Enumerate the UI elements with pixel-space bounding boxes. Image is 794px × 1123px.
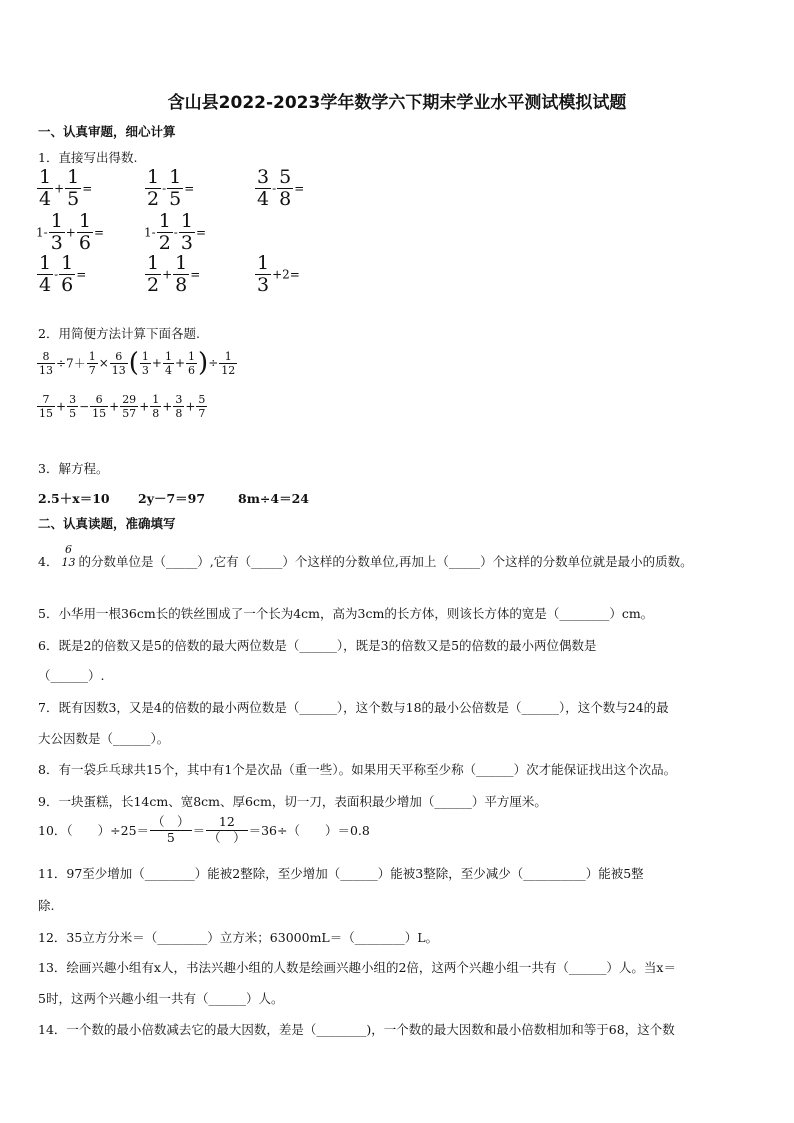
q1-item — [144, 212, 206, 253]
fraction — [90, 394, 108, 419]
denominator: 4 — [39, 188, 52, 210]
prefix: 1- — [36, 225, 48, 240]
q1-item — [36, 168, 92, 209]
fraction — [163, 351, 174, 376]
denominator: 8 — [279, 188, 292, 210]
denominator: 3 — [257, 274, 270, 296]
q4-number: 4． — [38, 554, 59, 569]
q3-equation-2: 2y－7＝97 — [138, 491, 206, 506]
fraction — [110, 351, 128, 376]
denominator: 57 — [122, 407, 137, 420]
denominator: 4 — [257, 188, 270, 210]
q1-item — [254, 254, 300, 295]
numerator: 1 — [158, 210, 171, 232]
numerator: 1 — [39, 166, 52, 188]
fraction — [173, 394, 184, 419]
q7-line-1: 7．既有因数3，又是4的倍数的最小两位数是（______），这个数与18的最小公倍数是（______），这个数与24的最 — [38, 700, 669, 715]
fraction-a — [145, 168, 161, 209]
q13-line-2: 5时，这两个兴趣小组一共有（______）人。 — [38, 991, 284, 1006]
equals: = — [76, 267, 87, 282]
numerator: 29 — [122, 393, 137, 406]
fraction — [37, 351, 55, 376]
q7-line-2: 大公因数是（______）。 — [38, 731, 170, 746]
fraction — [67, 394, 78, 419]
numerator: 5 — [279, 166, 292, 188]
q13-line-1: 13．绘画兴趣小组有x人，书法兴趣小组的人数是绘画兴趣小组的2倍，这两个兴趣小组一共有（______）人。当x＝ — [38, 960, 676, 975]
numerator: 5 — [198, 393, 206, 406]
fraction — [87, 351, 98, 376]
operator: - — [162, 181, 167, 196]
numerator: 7 — [42, 393, 50, 406]
q9: 9．一块蛋糕，长14cm、宽8cm、厚6cm，切一刀，表面积最少增加（______）平方厘米。 — [38, 794, 547, 809]
equals: = — [82, 181, 93, 196]
q8: 8．有一袋乒乓球共15个，其中有1个是次品（重一些）。如果用天平称至少称（______）次才能保证找出这个次品。 — [38, 762, 677, 777]
equals: = — [294, 181, 305, 196]
numerator: 1 — [88, 349, 96, 363]
q1-item — [254, 168, 304, 209]
q1-item — [144, 254, 200, 295]
section-1-heading: 一、认真审题，细心计算 — [38, 124, 176, 139]
operator: + — [65, 225, 76, 240]
equals: = — [184, 181, 195, 196]
fraction-a — [255, 254, 271, 295]
operator: + — [185, 399, 196, 414]
fraction-b — [167, 168, 183, 209]
operator: ÷ — [208, 356, 219, 370]
numerator: 6 — [95, 393, 103, 406]
operator: × — [98, 356, 109, 370]
q3-equation-1: 2.5＋x＝10 — [38, 491, 110, 506]
denominator: 15 — [92, 407, 107, 420]
q1-item — [36, 212, 104, 253]
denominator: 13 — [111, 363, 126, 377]
q1-item — [36, 254, 86, 295]
denominator: 13 — [39, 363, 53, 377]
fraction-a — [37, 168, 53, 209]
fraction-a — [49, 212, 65, 253]
operator: − — [79, 399, 90, 414]
numerator: 1 — [188, 349, 196, 363]
fraction-b — [173, 254, 189, 295]
denominator: 4 — [39, 274, 52, 296]
denominator: 5 — [67, 188, 80, 210]
denominator: 5 — [69, 407, 77, 420]
numerator: 3 — [69, 393, 77, 406]
fraction-b — [277, 168, 293, 209]
q1-label: 1．直接写出得数. — [38, 150, 138, 165]
prefix: 1- — [144, 225, 156, 240]
fraction-a — [37, 254, 53, 295]
operator: + — [109, 399, 120, 414]
denominator: 3 — [50, 232, 63, 254]
operator: + — [162, 399, 173, 414]
numerator: 1 — [152, 393, 160, 406]
numerator: 3 — [175, 393, 183, 406]
q6-line-2: （______）. — [38, 668, 105, 683]
q2-label: 2．用简便方法计算下面各题. — [38, 326, 200, 341]
operator: ÷7＋ — [56, 356, 86, 371]
denominator: 5 — [169, 188, 182, 210]
numerator: 1 — [164, 349, 172, 363]
denominator: 7 — [198, 407, 206, 420]
fraction-b — [179, 212, 195, 253]
numerator: 1 — [61, 252, 74, 274]
operator: + — [174, 356, 186, 370]
fraction-a — [145, 254, 161, 295]
operator: + — [162, 267, 173, 282]
denominator: 4 — [164, 363, 172, 377]
q10-equals: ＝ — [192, 823, 206, 838]
operator: - — [272, 181, 277, 196]
operator: + — [139, 399, 150, 414]
equals: = — [195, 225, 207, 240]
denominator: 2 — [147, 274, 160, 296]
fraction-b — [77, 212, 93, 253]
q4-fraction: 6 13 — [61, 543, 76, 569]
denominator: 8 — [175, 407, 183, 420]
q3-equation-3: 8m÷4＝24 — [238, 491, 309, 506]
q10-start: 10．（ ）÷25＝ — [38, 823, 150, 838]
fraction-a — [157, 212, 173, 253]
numerator: 1 — [39, 252, 52, 274]
denominator: 6 — [78, 232, 91, 254]
q11-line-1: 11．97至少增加（________）能被2整除，至少增加（______）能被3整除，至少减少（__________）能被5整 — [38, 866, 644, 881]
fraction — [140, 351, 151, 376]
q2-expression-1 — [36, 350, 238, 376]
page-title: 含山县2022-2023学年数学六下期末学业水平测试模拟试题 — [167, 93, 627, 113]
equals: = — [190, 267, 201, 282]
q6-line-1: 6．既是2的倍数又是5的倍数的最大两位数是（______），既是3的倍数又是5的倍数的最小两位偶数是 — [38, 638, 597, 653]
fraction — [196, 394, 207, 419]
numerator: 1 — [141, 349, 149, 363]
fraction-a — [255, 168, 271, 209]
q10-fraction-1: $\frac{( )}{5}$ — [152, 814, 190, 845]
denominator: 8 — [175, 274, 188, 296]
denominator: 15 — [39, 407, 53, 420]
denominator: 3 — [141, 363, 149, 377]
numerator: 3 — [257, 166, 270, 188]
numerator: 6 — [115, 349, 123, 363]
numerator: 1 — [78, 210, 91, 232]
numerator: 1 — [50, 210, 63, 232]
operator: + — [54, 181, 65, 196]
denominator: 8 — [152, 407, 160, 420]
denominator: 6 — [188, 363, 196, 377]
fraction-b — [65, 168, 81, 209]
q5: 5．小华用一根36cm长的铁丝围成了一个长为4cm，高为3cm的长方体，则该长方体的宽是（________）cm。 — [38, 606, 654, 621]
operator: - — [173, 225, 178, 240]
q4-text: 的分数单位是（_____）,它有（_____）个这样的分数单位,再加上（_____）个这样的分数单位就是最小的质数。 — [78, 554, 693, 569]
operator: + — [56, 399, 67, 414]
numerator: 8 — [42, 349, 50, 363]
q4 — [38, 544, 693, 570]
numerator: 1 — [147, 252, 160, 274]
equals: = — [93, 225, 105, 240]
operator: - — [54, 267, 59, 282]
operator: + — [151, 356, 162, 370]
equals: +2= — [272, 267, 300, 282]
numerator: 1 — [169, 166, 182, 188]
numerator: 1 — [257, 252, 270, 274]
fraction — [186, 351, 197, 376]
fraction — [37, 394, 55, 419]
numerator: 1 — [147, 166, 160, 188]
q10-fraction-2: $\frac{12}{( )}$ — [208, 814, 246, 845]
q1-item — [144, 168, 194, 209]
denominator: 7 — [88, 363, 96, 377]
close-paren: ) — [198, 348, 209, 378]
numerator: 1 — [224, 349, 232, 363]
q10-end: ＝36÷（ ）＝0.8 — [248, 823, 370, 838]
q14: 14．一个数的最小倍数减去它的最大因数，差是（________)，一个数的最大因数和最小倍数相加和等于68，这个数 — [38, 1022, 675, 1037]
q12: 12．35立方分米＝（________）立方米；63000mL＝（________）L。 — [38, 930, 439, 945]
numerator: 1 — [175, 252, 188, 274]
fraction — [120, 394, 138, 419]
numerator: 1 — [67, 166, 80, 188]
q3-label: 3．解方程。 — [38, 461, 109, 476]
fraction — [219, 351, 237, 376]
denominator: 3 — [180, 232, 193, 254]
q11-line-2: 除. — [38, 898, 55, 913]
q10 — [38, 816, 370, 844]
q2-expression-2 — [36, 394, 208, 419]
numerator: 1 — [180, 210, 193, 232]
open-paren: ( — [128, 348, 139, 378]
denominator: 12 — [221, 363, 236, 377]
denominator: 6 — [61, 274, 74, 296]
section-2-heading: 二、认真读题，准确填写 — [38, 516, 176, 531]
denominator: 2 — [147, 188, 160, 210]
fraction — [150, 394, 161, 419]
fraction-b — [59, 254, 75, 295]
denominator: 2 — [158, 232, 171, 254]
